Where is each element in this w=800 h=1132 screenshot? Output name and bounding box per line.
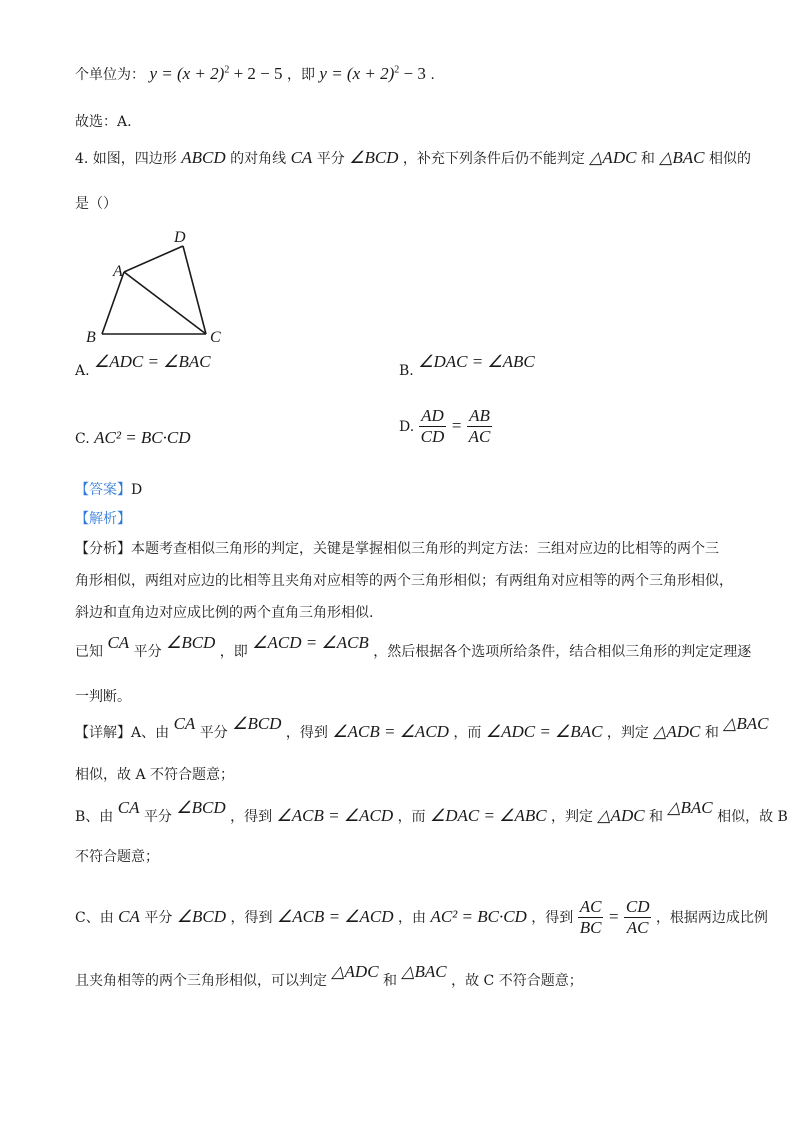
numerator: AC <box>578 897 604 918</box>
segment-dc <box>183 246 206 334</box>
question-4-stem-end: 是（） <box>75 196 117 212</box>
text: ，得到 <box>230 909 273 926</box>
eq2-body: y = (x + 2) <box>319 64 395 83</box>
math-tri: △ADC <box>597 806 645 825</box>
text: ，故 C 不符合题意； <box>451 973 583 989</box>
detail-c-line <box>75 897 768 939</box>
prev-equation-1 <box>149 64 282 83</box>
math-ca: CA <box>117 798 140 817</box>
math-bcd: ∠BCD <box>176 798 226 817</box>
prev-sep: ，即 <box>286 67 315 83</box>
explain-tag: 【解析】 <box>75 511 131 527</box>
answer-value: D <box>131 482 143 498</box>
math-eq: ∠ACD = ∠ACB <box>252 633 369 652</box>
math-ca: CA <box>107 633 130 652</box>
option-letter: B. <box>399 363 414 379</box>
option-letter: D. <box>399 418 415 435</box>
segment-ad <box>124 246 183 272</box>
fraction-cd-ac <box>624 897 652 939</box>
text: B、由 <box>75 809 114 825</box>
numerator: CD <box>624 897 652 918</box>
detail-c-line-2 <box>75 962 583 990</box>
eq2-exponent: 2 <box>394 64 400 76</box>
eq1-exponent: 2 <box>224 64 230 76</box>
detail-b-line-2: 不符合题意； <box>75 849 159 865</box>
option-text: ∠ADC = ∠BAC <box>94 352 211 371</box>
math-bcd: ∠BCD <box>166 633 216 652</box>
text: 和 <box>382 973 397 989</box>
text: ，判定 <box>606 725 649 741</box>
stem-part: 平分 <box>316 151 345 167</box>
denominator: AC <box>468 427 491 447</box>
text: 平分 <box>143 809 172 825</box>
text: ，而 <box>453 725 482 741</box>
option-letter: C. <box>75 431 90 447</box>
option-d[interactable] <box>399 406 492 448</box>
math-ca: CA <box>118 906 140 926</box>
text: 和 <box>649 809 664 825</box>
math-eq: ∠ACB = ∠ACD <box>332 722 449 741</box>
analysis-line-1 <box>75 541 719 558</box>
prev-prefix: 个单位为： <box>75 67 145 83</box>
prev-end: . <box>430 67 435 83</box>
prev-solution-line <box>75 64 435 84</box>
text: ，得到 <box>285 725 328 741</box>
detail-a-line-2: 相似，故 A 不符合题意； <box>75 767 235 783</box>
math-abcd: ABCD <box>181 148 226 167</box>
analysis-line-2: 角形相似，两组对应边的比相等且夹角对应相等的两个三角形相似；有两组角对应相等的两个三角形相似， <box>75 573 733 589</box>
label-d: D <box>174 229 186 246</box>
eq1-body: y = (x + 2) <box>149 64 225 83</box>
detail-a-line <box>75 714 769 742</box>
numerator: AD <box>419 406 447 427</box>
quadrilateral-figure <box>80 222 240 348</box>
text: ，得到 <box>230 809 273 825</box>
label-b: B <box>86 329 96 346</box>
denominator: AC <box>626 918 649 938</box>
stem-part: 4. 如图，四边形 <box>75 151 177 167</box>
math-eq: AC² = BC·CD <box>430 906 527 926</box>
detail-tag: 【详解】 <box>75 725 131 741</box>
fraction-ac-bc <box>578 897 604 939</box>
option-letter: A. <box>75 363 90 379</box>
math-tri: △BAC <box>667 798 713 817</box>
math-eq: ∠ACB = ∠ACD <box>276 906 394 926</box>
eq2-tail: − 3 <box>399 64 426 83</box>
stem-part: 的对角线 <box>230 151 287 167</box>
text: ，而 <box>397 809 426 825</box>
text: 平分 <box>199 725 228 741</box>
math-bcd: ∠BCD <box>176 906 227 926</box>
prev-equation-2 <box>319 64 425 83</box>
math-tri: △ADC <box>653 722 701 741</box>
stem-and: 和 <box>640 151 655 167</box>
math-eq: ∠ADC = ∠BAC <box>485 722 603 741</box>
eq1-tail: + 2 − 5 <box>229 64 283 83</box>
denominator: BC <box>579 918 602 938</box>
text: C、由 <box>75 909 114 926</box>
known-line <box>75 633 752 661</box>
math-bcd: ∠BCD <box>349 148 399 167</box>
equals: = <box>450 415 463 435</box>
diagonal-ca <box>124 272 206 334</box>
math-eq: ∠ACB = ∠ACD <box>276 806 394 825</box>
math-bcd: ∠BCD <box>232 714 282 733</box>
text: 且夹角相等的两个三角形相似，可以判定 <box>75 973 327 989</box>
analysis-line-3: 斜边和直角边对应成比例的两个直角三角形相似. <box>75 605 374 621</box>
numerator: AB <box>467 406 493 427</box>
text: 和 <box>704 725 719 741</box>
option-b[interactable] <box>399 352 535 380</box>
text: ，然后根据各个选项所给条件，结合相似三角形的判定定理逐 <box>373 644 752 660</box>
math-tri: △BAC <box>723 714 769 733</box>
text: 相似，故 B <box>717 809 788 825</box>
fraction-ab-ac <box>467 406 493 448</box>
text: ，即 <box>219 644 248 660</box>
equals: = <box>607 906 620 926</box>
text: ，得到 <box>531 909 574 926</box>
math-ca: CA <box>173 714 196 733</box>
math-tri-adc: △ADC <box>589 148 637 167</box>
known-line-2: 一判断。 <box>75 689 131 705</box>
math-ca: CA <box>290 148 313 167</box>
fraction-ad-cd <box>419 406 447 448</box>
math-tri: △ADC <box>331 962 379 981</box>
text: ，根据两边成比例 <box>655 909 768 926</box>
label-c: C <box>210 329 221 346</box>
option-c[interactable] <box>75 428 191 448</box>
text: 平分 <box>133 644 162 660</box>
analysis-tag: 【分析】 <box>75 541 131 557</box>
option-a[interactable] <box>75 352 211 380</box>
answer-tag: 【答案】 <box>75 482 131 498</box>
stem-part: 相似的 <box>708 151 751 167</box>
prev-answer: 故选：A. <box>75 114 132 130</box>
math-tri: △BAC <box>401 962 447 981</box>
option-text: AC² = BC·CD <box>94 428 191 447</box>
text: ，由 <box>397 909 426 926</box>
option-text: ∠DAC = ∠ABC <box>418 352 535 371</box>
math-tri-bac: △BAC <box>659 148 705 167</box>
math-eq: ∠DAC = ∠ABC <box>430 806 547 825</box>
stem-part: ，补充下列条件后仍不能判定 <box>402 151 585 167</box>
detail-b-line <box>75 798 788 826</box>
answer-line <box>75 482 142 499</box>
text: 已知 <box>75 644 103 660</box>
segment-ba <box>102 272 124 334</box>
text: ，判定 <box>551 809 594 825</box>
denominator: CD <box>420 427 445 447</box>
text: A、由 <box>131 725 170 741</box>
question-4-stem <box>75 148 751 168</box>
text: 平分 <box>144 909 173 926</box>
label-a: A <box>113 263 123 280</box>
analysis-text: 本题考查相似三角形的判定，关键是掌握相似三角形的判定方法：三组对应边的比相等的两个三 <box>131 541 719 557</box>
